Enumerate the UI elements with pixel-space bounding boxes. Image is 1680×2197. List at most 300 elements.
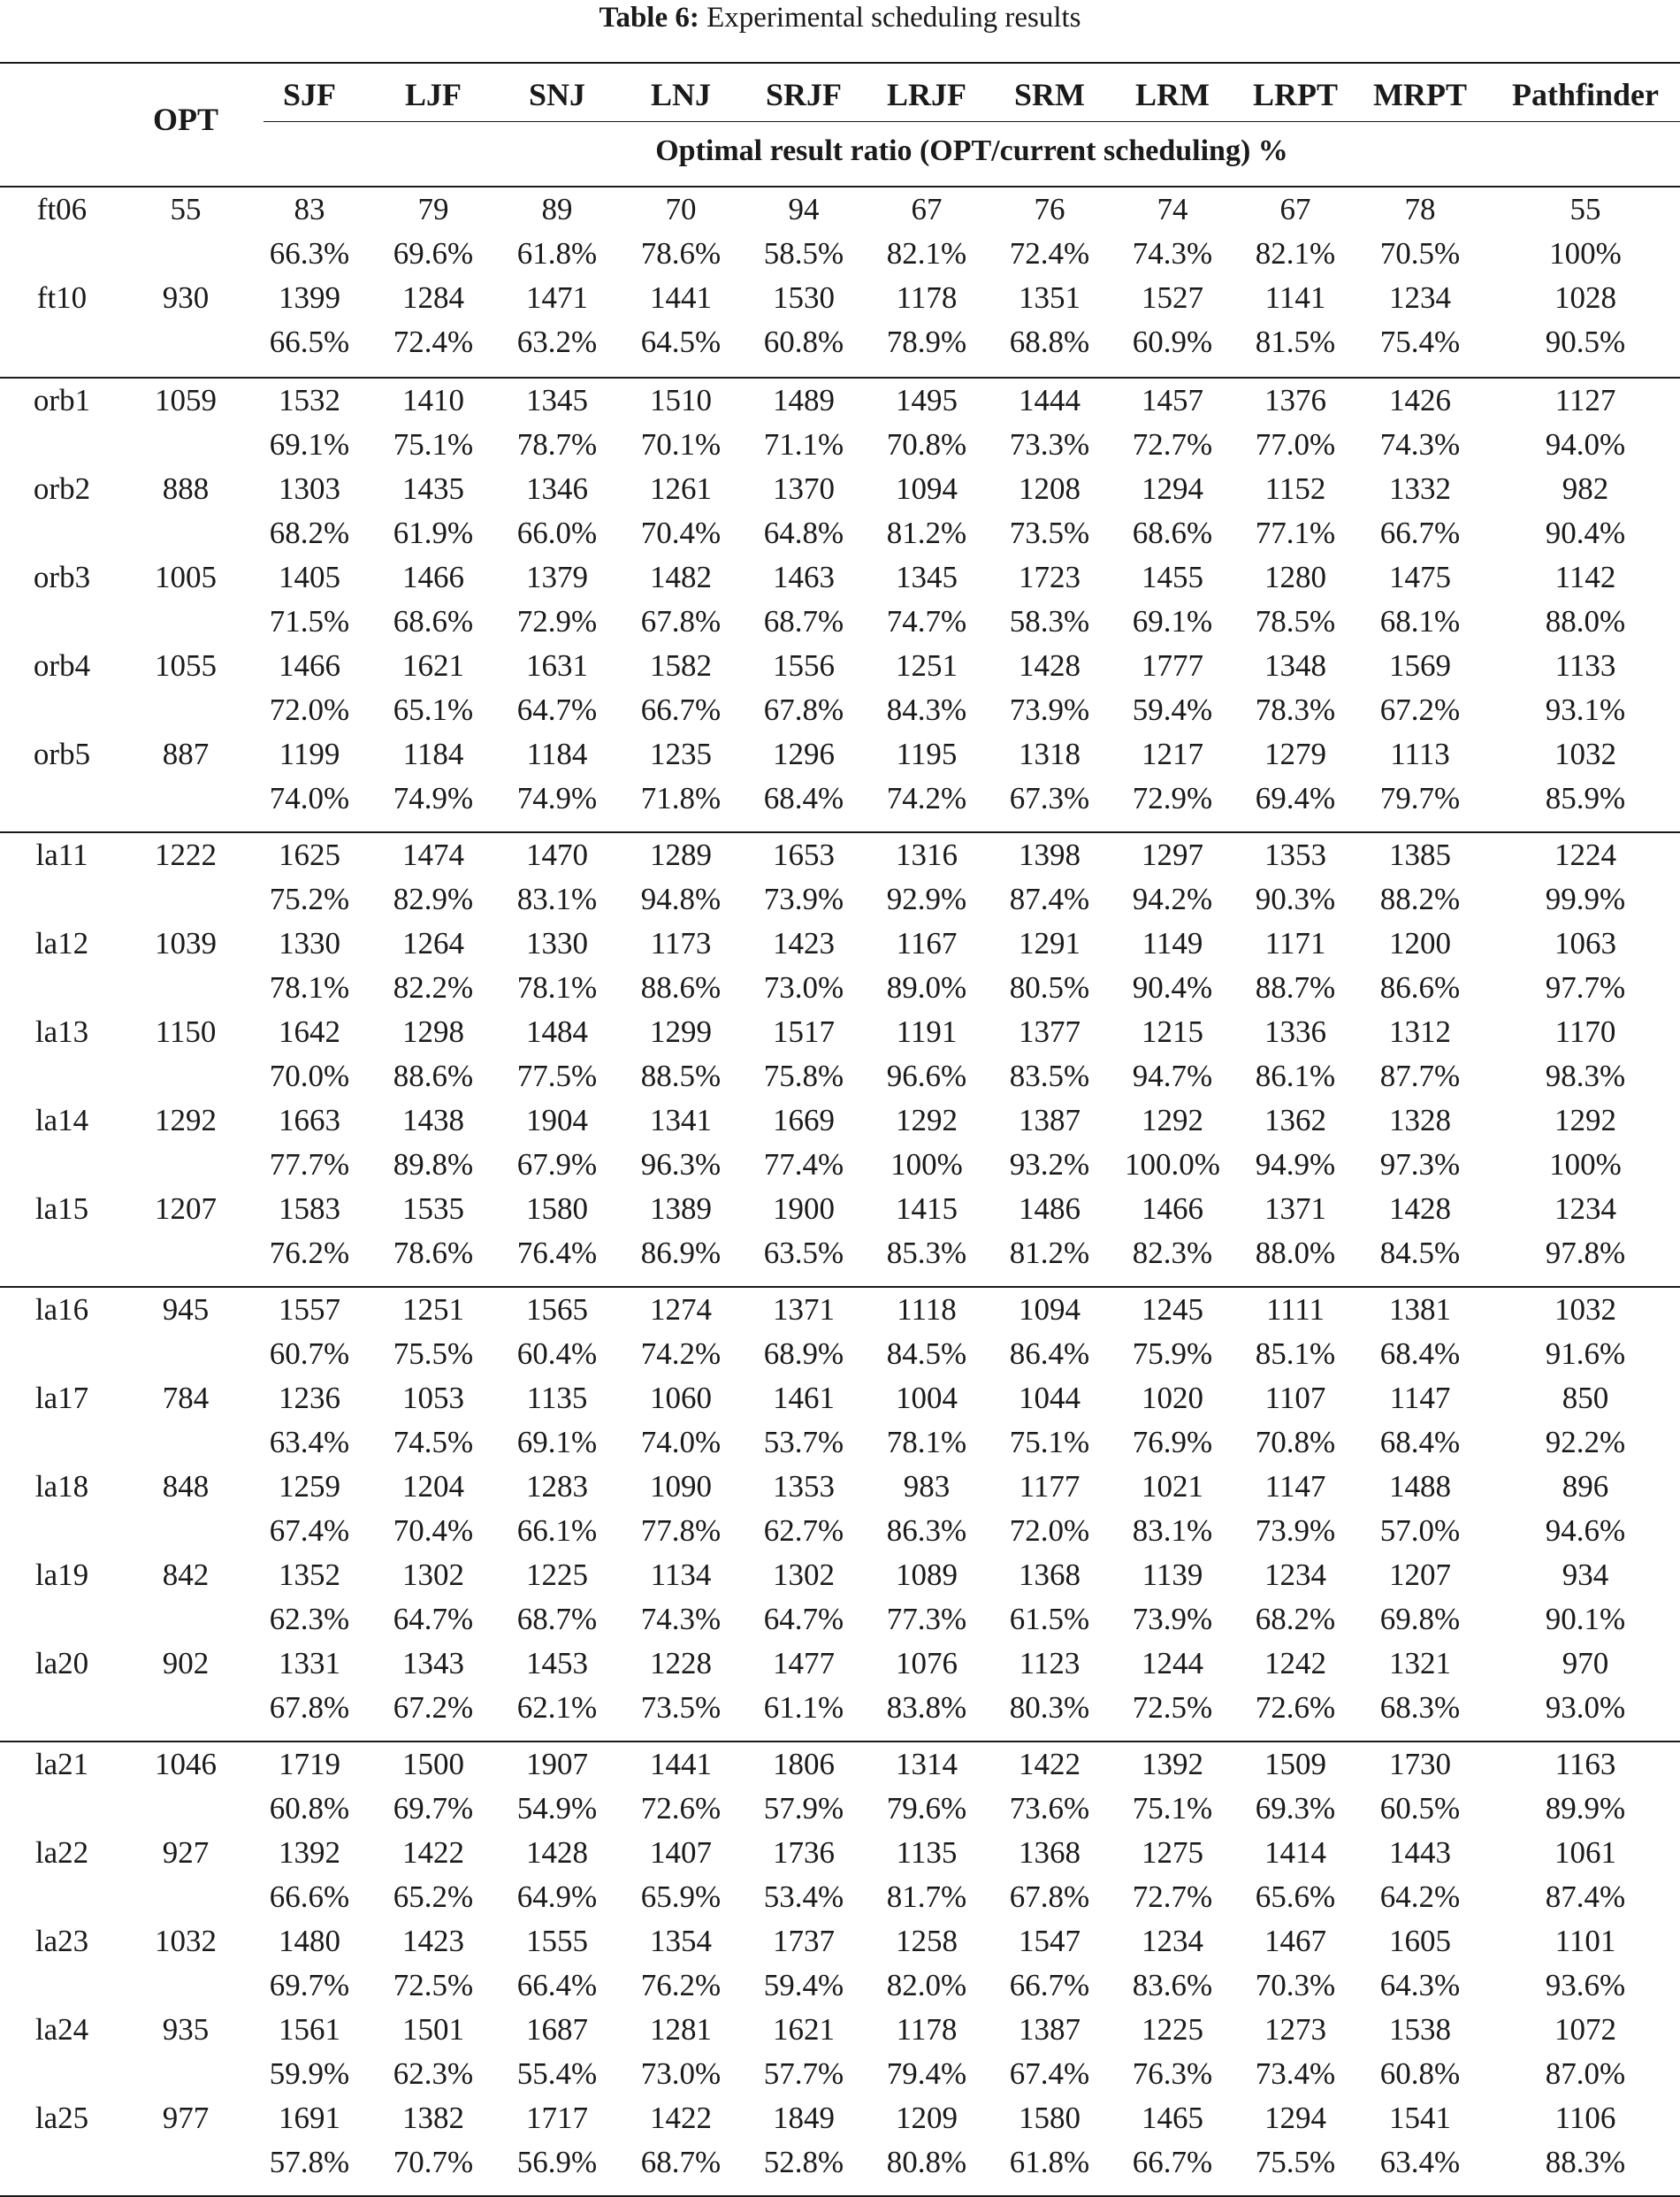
ratio-cell: 57.9% [763,1791,844,1826]
makespan-cell: 1438 [402,1103,464,1137]
makespan-cell: 1284 [402,280,464,315]
makespan-cell: 1527 [1142,280,1203,315]
ratio-cell: 87.0% [1545,2056,1626,2091]
ratio-cell: 90.5% [1545,325,1626,359]
ratio-cell: 78.6% [393,1236,474,1270]
makespan-cell: 1217 [1142,737,1203,771]
ratio-cell: 78.3% [1255,693,1336,727]
makespan-cell: 1209 [896,2101,958,2135]
ratio-cell: 76.2% [640,1968,722,2002]
makespan-cell: 1556 [773,648,835,683]
makespan-cell: 67 [1279,192,1311,226]
makespan-cell: 1377 [1019,1014,1081,1049]
ratio-cell: 93.2% [1009,1147,1090,1182]
ratio-cell: 71.5% [269,604,350,639]
makespan-cell: 1348 [1264,648,1326,683]
instance-name: la20 [34,1646,89,1680]
makespan-cell: 1184 [526,737,588,771]
group-rule [0,377,1680,379]
table-row [0,555,1680,644]
ratio-cell: 70.4% [393,1513,474,1548]
ratio-cell: 100.0% [1125,1147,1220,1182]
table-row [0,1376,1680,1465]
makespan-cell: 1723 [1019,560,1081,594]
ratio-cell: 54.9% [516,1791,598,1826]
ratio-cell: 64.2% [1379,1879,1461,1914]
makespan-cell: 1314 [896,1747,958,1781]
ratio-cell: 67.2% [393,1690,474,1725]
ratio-cell: 70.7% [393,2145,474,2179]
instance-name: orb2 [33,471,91,506]
opt-value: 1222 [155,838,217,872]
makespan-cell: 1475 [1389,560,1451,594]
instance-name: ft10 [36,280,88,315]
ratio-cell: 60.8% [763,325,844,359]
ratio-cell: 66.7% [640,693,722,727]
ratio-cell: 72.0% [1009,1513,1090,1548]
makespan-cell: 1392 [1142,1747,1203,1781]
ratio-cell: 64.7% [763,1602,844,1636]
makespan-cell: 1561 [279,2012,340,2047]
makespan-cell: 76 [1034,192,1065,226]
makespan-cell: 1482 [650,560,712,594]
ratio-cell: 94.0% [1545,427,1626,462]
makespan-cell: 1178 [896,2012,958,2047]
ratio-cell: 69.1% [1132,604,1213,639]
makespan-cell: 1480 [279,1924,340,1958]
makespan-cell: 1471 [526,280,588,315]
ratio-cell: 64.9% [516,1879,598,1914]
makespan-cell: 1547 [1019,1924,1081,1958]
ratio-cell: 87.4% [1545,1879,1626,1914]
makespan-cell: 1032 [1554,737,1616,771]
makespan-cell: 1224 [1554,838,1616,872]
opt-value: 888 [162,471,210,506]
instance-name: orb4 [33,648,91,683]
ratio-cell: 72.4% [393,325,474,359]
makespan-cell: 970 [1562,1646,1609,1680]
makespan-cell: 1167 [896,926,958,961]
makespan-cell: 1583 [279,1191,340,1226]
makespan-cell: 1582 [650,648,712,683]
makespan-cell: 1343 [402,1646,464,1680]
group-rule [0,831,1680,833]
makespan-cell: 1428 [526,1835,588,1870]
ratio-cell: 91.6% [1545,1336,1626,1371]
ratio-cell: 66.3% [269,236,350,271]
header-method: SRM [1014,77,1085,112]
group-rule [0,1741,1680,1742]
ratio-cell: 92.9% [886,882,967,916]
makespan-cell: 1370 [773,471,835,506]
ratio-cell: 67.4% [1009,2056,1090,2091]
makespan-cell: 1555 [526,1924,588,1958]
ratio-cell: 66.4% [516,1968,598,2002]
header-method: LRM [1135,77,1210,112]
table-row [0,1288,1680,1376]
ratio-cell: 78.5% [1255,604,1336,639]
makespan-cell: 1399 [279,280,340,315]
ratio-cell: 68.4% [1379,1425,1461,1459]
table-row [0,833,1680,922]
makespan-cell: 1207 [1389,1558,1451,1592]
ratio-cell: 85.3% [886,1236,967,1270]
makespan-cell: 1345 [896,560,958,594]
ratio-cell: 75.9% [1132,1336,1213,1371]
ratio-cell: 55.4% [516,2056,598,2091]
ratio-cell: 68.6% [393,604,474,639]
makespan-cell: 1331 [279,1646,340,1680]
instance-name: la25 [34,2101,89,2135]
makespan-cell: 1415 [896,1191,958,1226]
makespan-cell: 1410 [402,383,464,417]
instance-name: la21 [34,1747,89,1781]
makespan-cell: 1565 [526,1292,588,1327]
ratio-cell: 63.5% [763,1236,844,1270]
table-row [0,1831,1680,1919]
ratio-cell: 77.8% [640,1513,722,1548]
subheader-ratio: Optimal result ratio (OPT/current scheduling) % [655,134,1288,167]
ratio-cell: 79.6% [886,1791,967,1826]
makespan-cell: 1368 [1019,1558,1081,1592]
makespan-cell: 983 [903,1469,951,1504]
ratio-cell: 75.8% [763,1059,844,1093]
ratio-cell: 94.8% [640,882,722,916]
makespan-cell: 1653 [773,838,835,872]
ratio-cell: 67.3% [1009,781,1090,815]
makespan-cell: 1264 [402,926,464,961]
makespan-cell: 1289 [650,838,712,872]
makespan-cell: 1004 [896,1381,958,1415]
makespan-cell: 1134 [650,1558,712,1592]
makespan-cell: 1488 [1389,1469,1451,1504]
ratio-cell: 88.0% [1255,1236,1336,1270]
makespan-cell: 1152 [1264,471,1326,506]
opt-value: 1032 [155,1924,217,1958]
makespan-cell: 1345 [526,383,588,417]
makespan-cell: 1730 [1389,1747,1451,1781]
instance-name: la15 [34,1191,89,1226]
makespan-cell: 1094 [896,471,958,506]
ratio-cell: 73.0% [763,970,844,1005]
makespan-cell: 1625 [279,838,340,872]
ratio-cell: 86.9% [640,1236,722,1270]
ratio-cell: 89.8% [393,1147,474,1182]
ratio-cell: 78.7% [516,427,598,462]
ratio-cell: 72.7% [1132,1879,1213,1914]
ratio-cell: 69.4% [1255,781,1336,815]
makespan-cell: 1495 [896,383,958,417]
ratio-cell: 81.5% [1255,325,1336,359]
makespan-cell: 1387 [1019,2012,1081,2047]
table-row [0,644,1680,732]
header-method: Pathfinder [1512,77,1659,112]
makespan-cell: 982 [1562,471,1609,506]
opt-value: 1059 [155,383,217,417]
table-row [0,1010,1680,1098]
ratio-cell: 74.3% [1379,427,1461,462]
makespan-cell: 1371 [1264,1191,1326,1226]
ratio-cell: 68.3% [1379,1690,1461,1725]
makespan-cell: 1113 [1390,737,1450,771]
ratio-cell: 81.2% [1009,1236,1090,1270]
makespan-cell: 1261 [650,471,712,506]
makespan-cell: 1292 [896,1103,958,1137]
ratio-cell: 66.7% [1132,2145,1213,2179]
makespan-cell: 1274 [650,1292,712,1327]
instance-name: la13 [34,1014,89,1049]
ratio-cell: 90.3% [1255,882,1336,916]
makespan-cell: 1428 [1019,648,1081,683]
ratio-cell: 75.5% [1255,2145,1336,2179]
ratio-cell: 75.2% [269,882,350,916]
makespan-cell: 1663 [279,1103,340,1137]
table-row [0,2008,1680,2096]
makespan-cell: 1225 [1142,2012,1203,2047]
ratio-cell: 65.1% [393,693,474,727]
makespan-cell: 1336 [1264,1014,1326,1049]
ratio-cell: 66.5% [269,325,350,359]
ratio-cell: 74.2% [640,1336,722,1371]
ratio-cell: 72.4% [1009,236,1090,271]
makespan-cell: 1405 [279,560,340,594]
ratio-cell: 68.1% [1379,604,1461,639]
makespan-cell: 1535 [402,1191,464,1226]
makespan-cell: 1292 [1142,1103,1203,1137]
ratio-cell: 72.0% [269,693,350,727]
ratio-cell: 60.4% [516,1336,598,1371]
makespan-cell: 1453 [526,1646,588,1680]
ratio-cell: 81.7% [886,1879,967,1914]
ratio-cell: 60.8% [1379,2056,1461,2091]
makespan-cell: 79 [417,192,449,226]
table-row [0,1553,1680,1642]
makespan-cell: 1580 [1019,2101,1081,2135]
table-row [0,1187,1680,1275]
ratio-cell: 88.6% [640,970,722,1005]
ratio-cell: 68.7% [640,2145,722,2179]
ratio-cell: 90.4% [1132,970,1213,1005]
makespan-cell: 1362 [1264,1103,1326,1137]
makespan-cell: 1330 [526,926,588,961]
makespan-cell: 1021 [1142,1469,1203,1504]
makespan-cell: 1353 [1264,838,1326,872]
opt-value: 1055 [155,648,217,683]
makespan-cell: 1465 [1142,2101,1203,2135]
header-method: MRPT [1373,77,1467,112]
ratio-cell: 85.1% [1255,1336,1336,1371]
ratio-cell: 73.9% [1255,1513,1336,1548]
ratio-cell: 69.1% [516,1425,598,1459]
makespan-cell: 1204 [402,1469,464,1504]
ratio-cell: 74.2% [886,781,967,815]
makespan-cell: 1191 [896,1014,958,1049]
opt-value: 977 [162,2101,210,2135]
ratio-cell: 86.6% [1379,970,1461,1005]
ratio-cell: 73.5% [640,1690,722,1725]
makespan-cell: 1259 [279,1469,340,1504]
makespan-cell: 89 [541,192,573,226]
ratio-cell: 71.8% [640,781,722,815]
makespan-cell: 1900 [773,1191,835,1226]
makespan-cell: 1139 [1142,1558,1203,1592]
opt-value: 1039 [155,926,217,961]
ratio-cell: 64.5% [640,325,722,359]
makespan-cell: 1294 [1264,2101,1326,2135]
ratio-cell: 66.1% [516,1513,598,1548]
ratio-cell: 64.3% [1379,1968,1461,2002]
ratio-cell: 68.6% [1132,516,1213,550]
makespan-cell: 1669 [773,1103,835,1137]
ratio-cell: 65.2% [393,1879,474,1914]
ratio-cell: 88.6% [393,1059,474,1093]
ratio-cell: 58.5% [763,236,844,271]
ratio-cell: 53.7% [763,1425,844,1459]
ratio-cell: 78.9% [886,325,967,359]
instance-name: la17 [34,1381,89,1415]
ratio-cell: 97.8% [1545,1236,1626,1270]
ratio-cell: 61.1% [763,1690,844,1725]
makespan-cell: 1163 [1554,1747,1616,1781]
ratio-cell: 62.3% [393,2056,474,2091]
ratio-cell: 73.0% [640,2056,722,2091]
ratio-cell: 75.1% [1132,1791,1213,1826]
makespan-cell: 1441 [650,280,712,315]
ratio-cell: 66.6% [269,1879,350,1914]
instance-name: la11 [35,838,88,872]
makespan-cell: 1318 [1019,737,1081,771]
makespan-cell: 1089 [896,1558,958,1592]
ratio-cell: 93.1% [1545,693,1626,727]
ratio-cell: 60.8% [269,1791,350,1826]
ratio-cell: 64.7% [516,693,598,727]
ratio-cell: 90.4% [1545,516,1626,550]
ratio-cell: 61.5% [1009,1602,1090,1636]
makespan-cell: 1244 [1142,1646,1203,1680]
makespan-cell: 1291 [1019,926,1081,961]
ratio-cell: 65.6% [1255,1879,1336,1914]
makespan-cell: 1208 [1019,471,1081,506]
makespan-cell: 1133 [1554,648,1616,683]
makespan-cell: 1302 [402,1558,464,1592]
makespan-cell: 1123 [1019,1646,1081,1680]
makespan-cell: 1443 [1389,1835,1451,1870]
table-row [0,276,1680,364]
ratio-cell: 71.1% [763,427,844,462]
header-method: SRJF [765,77,842,112]
makespan-cell: 1235 [650,737,712,771]
ratio-cell: 72.7% [1132,427,1213,462]
makespan-cell: 1352 [279,1558,340,1592]
ratio-cell: 94.7% [1132,1059,1213,1093]
makespan-cell: 1147 [1389,1381,1451,1415]
makespan-cell: 1280 [1264,560,1326,594]
ratio-cell: 63.4% [1379,2145,1461,2179]
opt-value: 902 [162,1646,210,1680]
makespan-cell: 1353 [773,1469,835,1504]
ratio-cell: 86.4% [1009,1336,1090,1371]
ratio-cell: 67.8% [763,693,844,727]
makespan-cell: 1258 [896,1924,958,1958]
makespan-cell: 1477 [773,1646,835,1680]
makespan-cell: 1170 [1554,1014,1616,1049]
instance-name: orb1 [33,383,91,417]
ratio-cell: 76.3% [1132,2056,1213,2091]
ratio-cell: 74.0% [269,781,350,815]
ratio-cell: 83.6% [1132,1968,1213,2002]
makespan-cell: 1605 [1389,1924,1451,1958]
makespan-cell: 1141 [1264,280,1326,315]
makespan-cell: 1737 [773,1924,835,1958]
ratio-cell: 77.5% [516,1059,598,1093]
ratio-cell: 80.8% [886,2145,967,2179]
makespan-cell: 1242 [1264,1646,1326,1680]
ratio-cell: 52.8% [763,2145,844,2179]
makespan-cell: 1387 [1019,1103,1081,1137]
makespan-cell: 1557 [279,1292,340,1327]
makespan-cell: 1111 [1265,1292,1325,1327]
makespan-cell: 1569 [1389,648,1451,683]
makespan-cell: 1435 [402,471,464,506]
opt-value: 842 [162,1558,210,1592]
ratio-cell: 60.7% [269,1336,350,1371]
makespan-cell: 1106 [1554,2101,1616,2135]
makespan-cell: 1142 [1554,560,1616,594]
makespan-cell: 1510 [650,383,712,417]
ratio-cell: 83.5% [1009,1059,1090,1093]
ratio-cell: 83.1% [1132,1513,1213,1548]
ratio-cell: 66.0% [516,516,598,550]
ratio-cell: 74.0% [640,1425,722,1459]
header-method: SJF [282,77,336,112]
ratio-cell: 68.7% [516,1602,598,1636]
makespan-cell: 1061 [1554,1835,1616,1870]
ratio-cell: 62.3% [269,1602,350,1636]
makespan-cell: 1466 [402,560,464,594]
makespan-cell: 1275 [1142,1835,1203,1870]
ratio-cell: 82.0% [886,1968,967,2002]
ratio-cell: 60.5% [1379,1791,1461,1826]
makespan-cell: 1273 [1264,2012,1326,2047]
makespan-cell: 1444 [1019,383,1081,417]
ratio-cell: 62.7% [763,1513,844,1548]
ratio-cell: 61.9% [393,516,474,550]
ratio-cell: 74.9% [393,781,474,815]
table-row [0,2096,1680,2185]
ratio-cell: 68.2% [269,516,350,550]
ratio-cell: 92.2% [1545,1425,1626,1459]
makespan-cell: 1297 [1142,838,1203,872]
ratio-cell: 70.0% [269,1059,350,1093]
makespan-cell: 83 [294,192,325,226]
opt-value: 1150 [155,1014,217,1049]
makespan-cell: 1382 [402,2101,464,2135]
ratio-cell: 88.7% [1255,970,1336,1005]
ratio-cell: 67.8% [269,1690,350,1725]
makespan-cell: 1441 [650,1747,712,1781]
makespan-cell: 1135 [526,1381,588,1415]
opt-value: 1207 [155,1191,217,1226]
makespan-cell: 1687 [526,2012,588,2047]
makespan-cell: 1904 [526,1103,588,1137]
makespan-cell: 1236 [279,1381,340,1415]
ratio-cell: 72.5% [1132,1690,1213,1725]
ratio-cell: 75.4% [1379,325,1461,359]
ratio-cell: 61.8% [1009,2145,1090,2179]
opt-value: 784 [162,1381,210,1415]
ratio-cell: 76.9% [1132,1425,1213,1459]
makespan-cell: 1422 [402,1835,464,1870]
